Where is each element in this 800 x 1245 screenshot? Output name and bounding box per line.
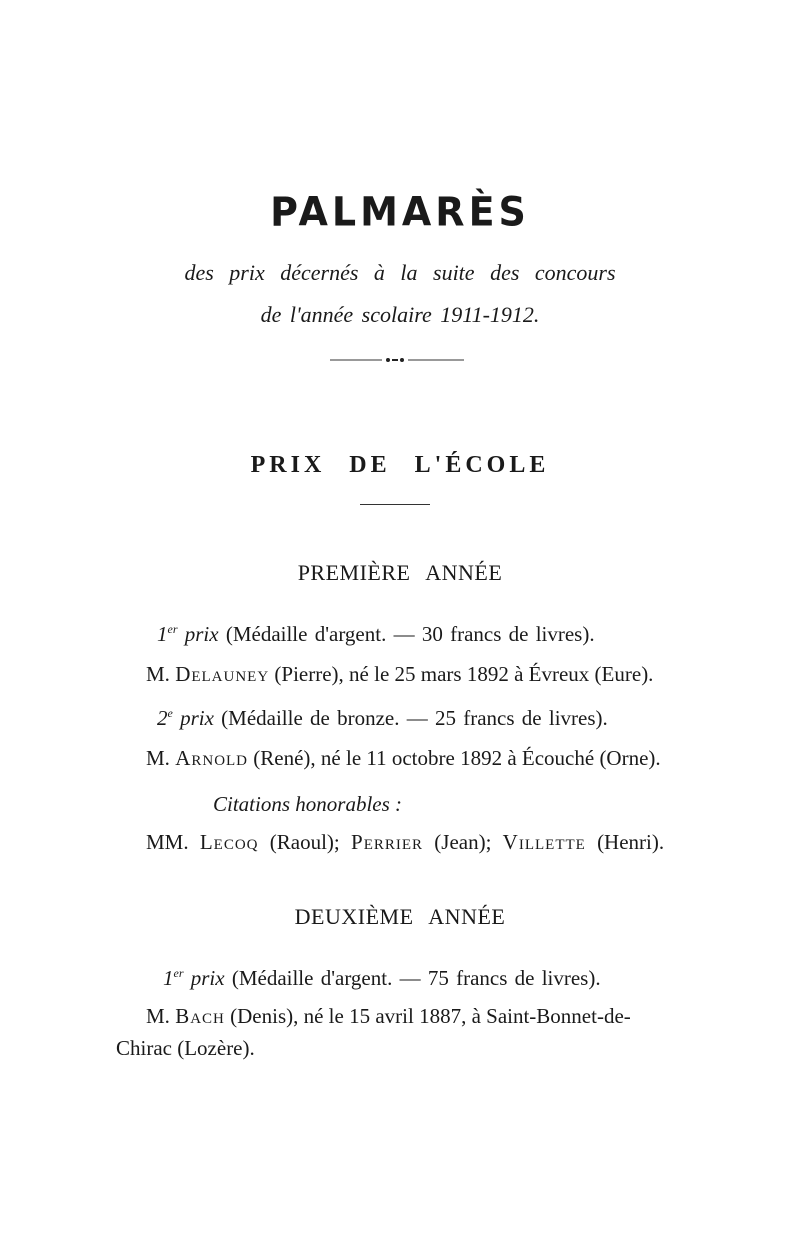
section-heading: PRIX DE L'ÉCOLE: [250, 452, 550, 478]
prize-ordinal: er: [167, 622, 178, 636]
citation-surname-3: Villette: [502, 830, 586, 854]
prize-number: 2: [157, 706, 168, 730]
first-year-winner-1: [146, 662, 653, 687]
ornament-divider: [330, 354, 464, 366]
winner-details: (René), né le 11 octobre 1892 à Écouché (Orne).: [253, 746, 661, 770]
first-year-prize-2: [157, 706, 608, 731]
first-year-winner-2: [146, 746, 661, 771]
citation-given-1: (Raoul);: [269, 830, 340, 854]
prize-detail: (Médaille d'argent. — 30 francs de livres).: [225, 622, 595, 646]
subtitle-line-2: de l'année scolaire 1911-1912.: [260, 302, 540, 327]
prize-ordinal: e: [167, 706, 173, 720]
subtitle-line-1: des prix décernés à la suite des concours: [184, 260, 616, 285]
citation-given-3: (Henri).: [597, 830, 665, 854]
citations-prefix: MM.: [146, 830, 189, 854]
second-year-heading: DEUXIÈME ANNÉE: [294, 904, 506, 929]
prize-detail: (Médaille de bronze. — 25 francs de livres).: [221, 706, 608, 730]
first-year-heading: PREMIÈRE ANNÉE: [297, 560, 503, 585]
prize-ordinal: er: [173, 966, 184, 980]
second-year-winner-1-continuation: Chirac (Lozère).: [116, 1036, 255, 1060]
prize-label: prix: [190, 966, 225, 990]
citation-surname-1: Lecoq: [199, 830, 259, 854]
prize-label: prix: [180, 706, 214, 730]
winner-prefix: M.: [146, 662, 170, 686]
citations-list: [146, 830, 664, 855]
citation-given-2: (Jean);: [434, 830, 492, 854]
first-year-prize-1: [157, 622, 595, 647]
citations-label: Citations honorables :: [213, 792, 403, 816]
winner-prefix: M.: [146, 746, 170, 770]
page-title: PALMARÈS: [270, 188, 530, 236]
prize-detail: (Médaille d'argent. — 75 francs de livres).: [231, 966, 601, 990]
prize-label: prix: [184, 622, 219, 646]
winner-details: (Denis), né le 15 avril 1887, à Saint-Bonnet-de-: [230, 1004, 631, 1028]
citation-surname-2: Perrier: [351, 830, 424, 854]
prize-number: 1: [163, 966, 174, 990]
winner-surname: Arnold: [175, 746, 249, 770]
prize-number: 1: [157, 622, 168, 646]
winner-surname: Bach: [175, 1004, 225, 1028]
winner-surname: Delauney: [175, 662, 270, 686]
section-rule: [360, 504, 430, 505]
second-year-prize-1: [163, 966, 601, 991]
winner-prefix: M.: [146, 1004, 170, 1028]
winner-details: (Pierre), né le 25 mars 1892 à Évreux (Eure).: [274, 662, 654, 686]
second-year-winner-1: [146, 1004, 631, 1029]
